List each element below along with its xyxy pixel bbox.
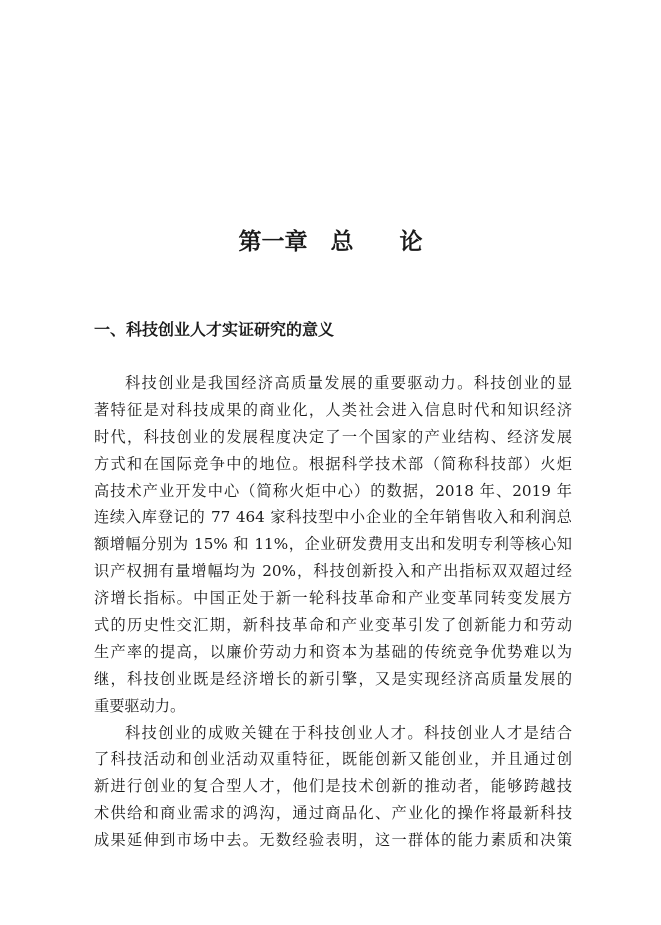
text-line: 连续入库登记的 77 464 家科技型中小企业的全年销售收入和利润总 <box>94 508 572 527</box>
text-line: 生产率的提高，以廉价劳动力和资本为基础的传统竞争优势难以为 <box>94 642 572 661</box>
text-line: 方式和在国际竞争中的地位。根据科学技术部（简称科技部）火炬 <box>94 454 572 473</box>
section-heading: 一、科技创业人才实证研究的意义 <box>94 320 335 339</box>
text-line: 济增长指标。中国正处于新一轮科技革命和产业变革同转变发展方 <box>94 589 572 608</box>
text-line: 著特征是对科技成果的商业化，人类社会进入信息时代和知识经济 <box>94 400 572 419</box>
paragraph-1 <box>94 370 572 720</box>
chapter-title: 第一章 总 论 <box>238 229 423 255</box>
text-line: 成果延伸到市场中去。无数经验表明，这一群体的能力素质和决策 <box>94 831 572 850</box>
text-line: 式的历史性交汇期，新科技革命和产业变革引发了创新能力和劳动 <box>94 616 572 635</box>
paragraph-2 <box>94 720 572 854</box>
text-line: 科技创业的成败关键在于科技创业人才。科技创业人才是结合 <box>125 723 572 742</box>
text-line: 继，科技创业既是经济增长的新引擎，又是实现经济高质量发展的 <box>94 669 572 688</box>
text-line: 识产权拥有量增幅均为 20%，科技创新投入和产出指标双双超过经 <box>94 562 572 581</box>
text-line: 高技术产业开发中心（简称火炬中心）的数据，2018 年、2019 年 <box>94 481 572 500</box>
text-line: 重要驱动力。 <box>94 696 186 715</box>
text-line: 科技创业是我国经济高质量发展的重要驱动力。科技创业的显 <box>125 374 572 392</box>
text-line: 时代，科技创业的发展程度决定了一个国家的产业结构、经济发展 <box>94 427 572 446</box>
text-line: 术供给和商业需求的鸿沟，通过商品化、产业化的操作将最新科技 <box>94 804 572 823</box>
text-line: 额增幅分别为 15% 和 11%，企业研发费用支出和发明专利等核心知 <box>94 535 572 554</box>
text-line: 了科技活动和创业活动双重特征，既能创新又能创业，并且通过创 <box>94 750 572 769</box>
body-text <box>94 370 572 854</box>
text-line: 新进行创业的复合型人才，他们是技术创新的推动者，能够跨越技 <box>94 777 572 796</box>
